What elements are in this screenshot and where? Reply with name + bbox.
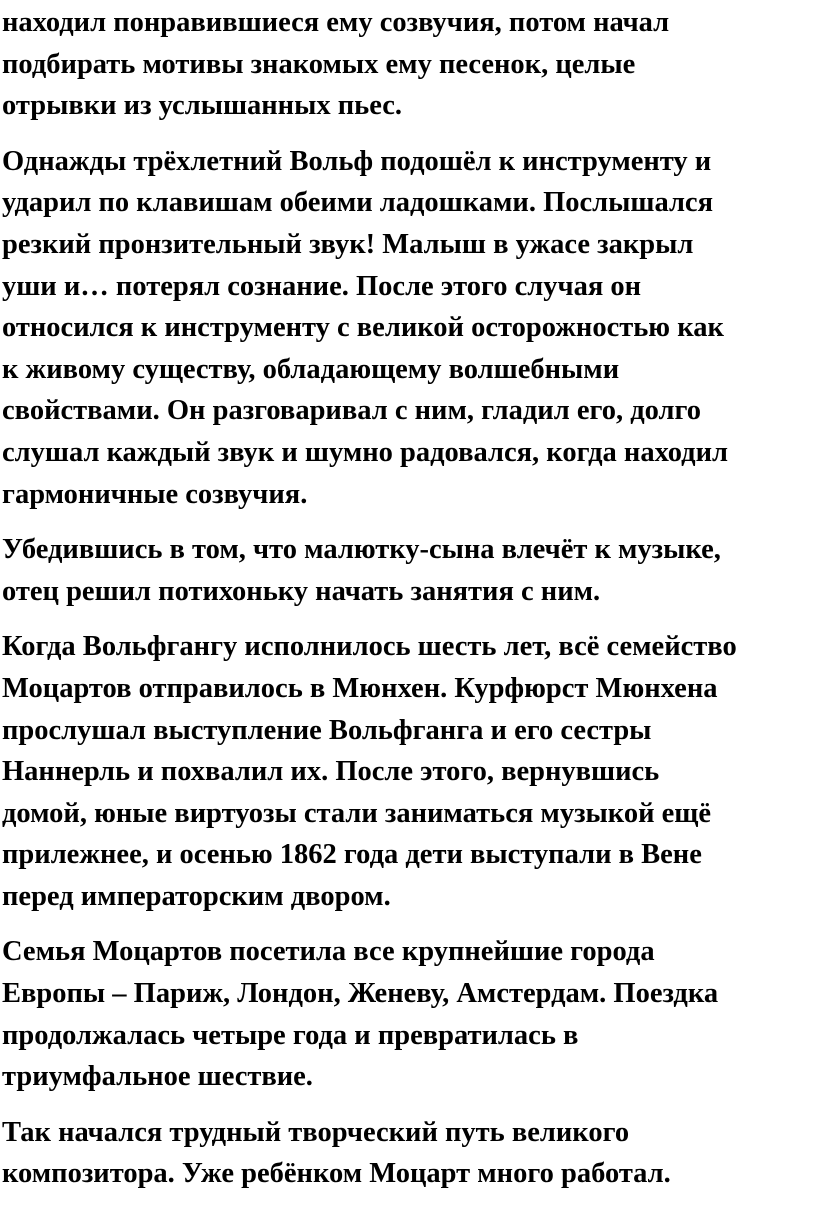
text-line: прослушал выступление Вольфганга и его сестры xyxy=(2,714,652,746)
text-line: относился к инструменту с великой осторожностью как xyxy=(2,312,724,344)
text-line: Убедившись в том, что малютку-сына влечёт к музыке, xyxy=(2,534,721,566)
paragraph-3 xyxy=(2,529,816,612)
text-line: Европы – Париж, Лондон, Женеву, Амстердам. Поездка xyxy=(2,978,719,1010)
text-line: композитора. Уже ребёнком Моцарт много работал. xyxy=(2,1158,671,1190)
text-line: Так начался трудный творческий путь великого xyxy=(2,1116,630,1148)
text-line: ударил по клавишам обеими ладошками. Послышался xyxy=(2,187,713,219)
text-line: Моцартов отправилось в Мюнхен. Курфюрст Мюнхена xyxy=(2,672,718,704)
text-line: к живому существу, обладающему волшебными xyxy=(2,353,620,385)
text-line: Однажды трёхлетний Вольф подошёл к инструменту и xyxy=(2,145,712,177)
text-line: уши и… потерял сознание. После этого случая он xyxy=(2,270,642,302)
text-line: прилежнее, и осенью 1862 года дети выступали в Вене xyxy=(2,839,702,871)
text-line: резкий пронзительный звук! Малыш в ужасе закрыл xyxy=(2,228,694,260)
text-line: триумфальное шествие. xyxy=(2,1061,313,1093)
text-line: домой, юные виртуозы стали заниматься музыкой ещё xyxy=(2,797,711,829)
text-line: свойствами. Он разговаривал с ним, гладил его, долго xyxy=(2,395,701,427)
text-line: гармоничные созвучия. xyxy=(2,478,308,510)
paragraph-6 xyxy=(2,1112,816,1195)
paragraph-4 xyxy=(2,626,816,917)
paragraph-5 xyxy=(2,931,816,1097)
text-line: отрывки из услышанных пьес. xyxy=(2,90,402,122)
text-line: перед императорским двором. xyxy=(2,880,391,912)
text-line: отец решил потихоньку начать занятия с ним. xyxy=(2,575,601,607)
text-line: Когда Вольфгангу исполнилось шесть лет, всё семейство xyxy=(2,631,737,663)
paragraph-2 xyxy=(2,141,816,515)
text-line: Семья Моцартов посетила все крупнейшие города xyxy=(2,936,655,968)
text-line: находил понравившиеся ему созвучия, потом начал xyxy=(2,7,670,38)
text-line: продолжалась четыре года и превратилась в xyxy=(2,1019,579,1051)
text-line: подбирать мотивы знакомых ему песенок, целые xyxy=(2,48,636,80)
paragraph-1 xyxy=(2,2,816,127)
text-line: слушал каждый звук и шумно радовался, когда находил xyxy=(2,436,728,468)
text-line: Наннерль и похвалил их. После этого, вернувшись xyxy=(2,756,660,788)
